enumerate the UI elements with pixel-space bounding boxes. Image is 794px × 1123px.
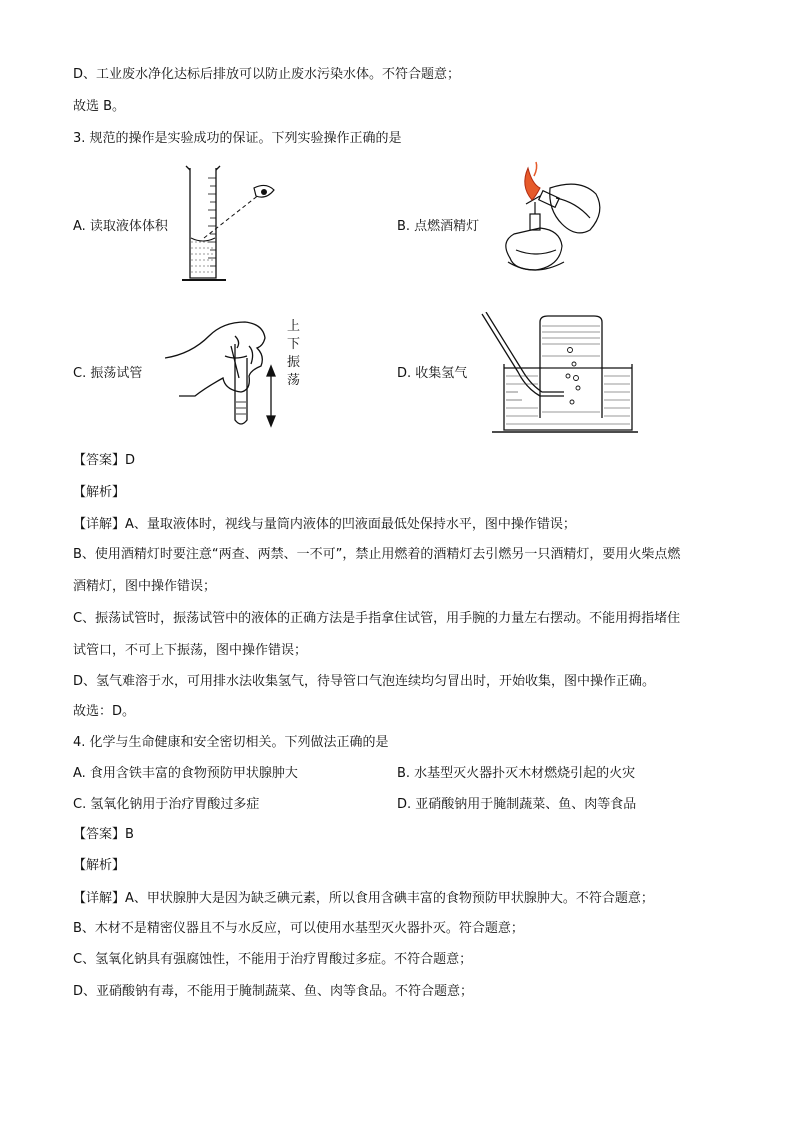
detail-line: 试管口，不可上下振荡，图中操作错误； [73,643,308,658]
analysis-label: 【解析】 [73,858,126,873]
detail-line: 【详解】A、量取液体时，视线与量筒内液体的凹液面最低处保持水平，图中操作错误； [73,517,576,532]
detail-line: 故选：D。 [73,704,136,719]
answer-label: 【答案】B [73,827,134,842]
option-a-label: A. 食用含铁丰富的食物预防甲状腺肿大 [73,766,298,781]
option-c-label: C. 振荡试管 [73,366,143,381]
shaking-test-tube-figure [165,316,305,434]
alcohol-lamp-figure [490,158,610,286]
option-d-label: D. 收集氢气 [397,366,468,381]
figure-caption-char: 荡 [287,373,301,388]
question-4-stem: 4. 化学与生命健康和安全密切相关。下列做法正确的是 [73,735,389,750]
detail-line: C、振荡试管时，振荡试管中的液体的正确方法是手指拿住试管，用手腕的力量左右摆动。不能用拇指堵住 [73,611,681,626]
analysis-label: 【解析】 [73,485,126,500]
option-a-label: A. 读取液体体积 [73,219,168,234]
detail-line: 酒精灯，图中操作错误； [73,579,217,594]
gas-collection-figure [478,312,640,434]
figure-caption-char: 下 [287,337,301,352]
option-b-label: B. 点燃酒精灯 [397,219,480,234]
option-b-label: B. 水基型灭火器扑灭木材燃烧引起的火灾 [397,766,636,781]
question-3-stem: 3. 规范的操作是实验成功的保证。下列实验操作正确的是 [73,131,402,146]
graduated-cylinder-figure [180,162,280,286]
text-line: D、工业废水净化达标后排放可以防止废水污染水体。不符合题意； [73,67,461,82]
detail-line: D、亚硝酸钠有毒，不能用于腌制蔬菜、鱼、肉等食品。不符合题意； [73,984,474,999]
option-c-label: C. 氢氧化钠用于治疗胃酸过多症 [73,797,260,812]
figure-caption-char: 上 [287,319,301,334]
detail-line: 【详解】A、甲状腺肿大是因为缺乏碘元素，所以食用含碘丰富的食物预防甲状腺肿大。不符合题意； [73,891,654,906]
answer-label: 【答案】D [73,453,136,468]
detail-line: C、氢氧化钠具有强腐蚀性，不能用于治疗胃酸过多症。不符合题意； [73,952,473,967]
detail-line: D、氢气难溶于水，可用排水法收集氢气，待导管口气泡连续均匀冒出时，开始收集，图中操作正确。 [73,674,656,689]
text-line: 故选 B。 [73,99,126,114]
detail-line: B、木材不是精密仪器且不与水反应，可以使用水基型灭火器扑灭。符合题意； [73,921,524,936]
detail-line: B、使用酒精灯时要注意“两查、两禁、一不可”，禁止用燃着的酒精灯去引燃另一只酒精灯，要用火柴点燃 [73,547,681,562]
option-d-label: D. 亚硝酸钠用于腌制蔬菜、鱼、肉等食品 [397,797,637,812]
figure-caption-char: 振 [287,355,301,370]
